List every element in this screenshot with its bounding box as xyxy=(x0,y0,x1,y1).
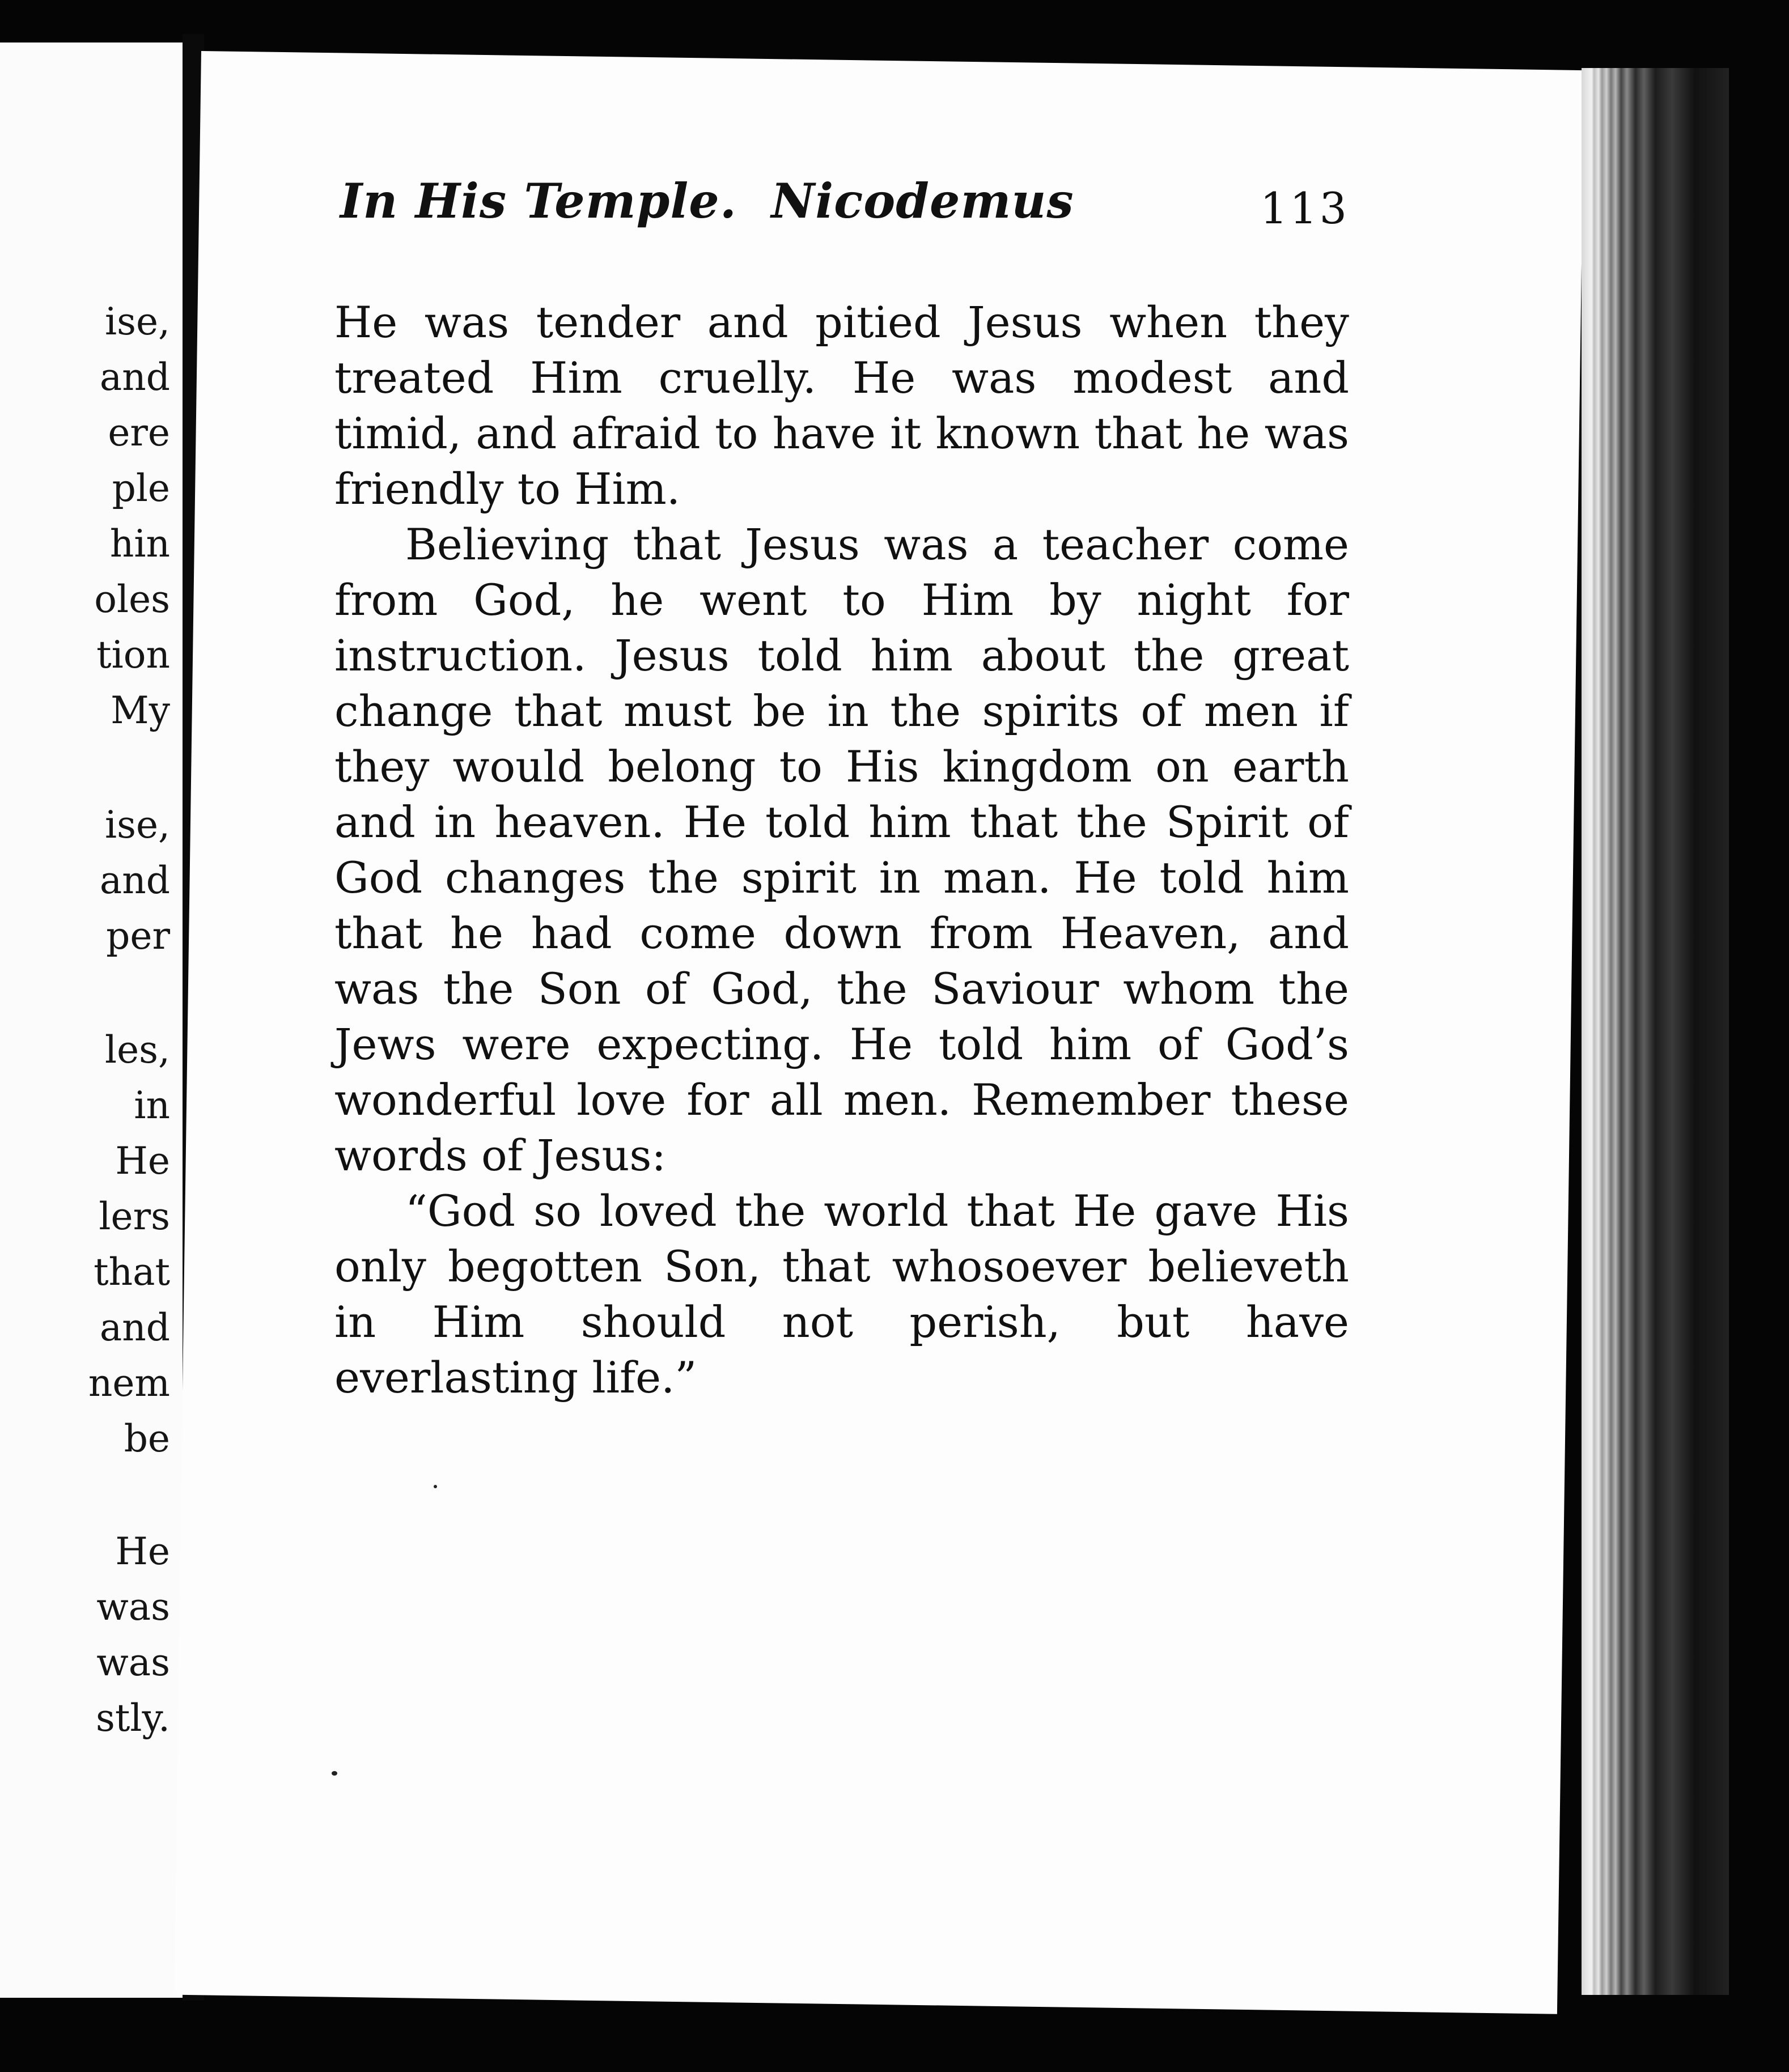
left-page-fragment: ise, xyxy=(104,803,170,847)
left-page-fragment: per xyxy=(106,914,170,958)
paragraph: Believing that Jesus was a teacher come from God, he went to Him by night for instruction. Jesus told him about the great change that must be in the spirits of men if they would belong to His kingdom on earth and in heaven. He told him that the Spirit of God changes the spirit in man. He told him that he had come down from Heaven, and was the Son of God, the Saviour whom the Jews were expecting. He told him of God’s wonderful love for all men. Remember these words of Jesus: xyxy=(334,519,1349,1181)
left-page-fragment: was xyxy=(96,1585,170,1629)
page-number: 113 xyxy=(1260,183,1349,233)
left-page-fragment: and xyxy=(99,1306,170,1349)
body-text xyxy=(334,295,1349,1406)
ink-speck xyxy=(332,1771,337,1776)
left-page-fragment: nem xyxy=(88,1361,170,1405)
left-page-fragment: ple xyxy=(112,466,170,510)
page-header xyxy=(340,173,1349,235)
paragraph: He was tender and pitied Jesus when they treated Him cruelly. He was modest and timid, and afraid to have it known that he was friendly to Him. xyxy=(334,297,1349,514)
running-head: In His Temple. Nicodemus xyxy=(340,173,1074,229)
left-page-fragment: and xyxy=(99,355,170,399)
left-page-fragment: hin xyxy=(109,522,170,566)
left-page-fragment: He xyxy=(115,1139,170,1183)
left-page-fragment: oles xyxy=(94,578,170,621)
left-page-fragment: in xyxy=(134,1084,170,1127)
left-page-fragment: and xyxy=(99,859,170,902)
left-page-fragment: stly. xyxy=(95,1696,170,1740)
left-page-fragment: He xyxy=(115,1530,170,1573)
ink-speck xyxy=(434,1485,437,1488)
quotation-paragraph: “God so loved the world that He gave His only begotten Son, that whosoever believeth in Him should not perish, but have everlasting life.” xyxy=(334,1186,1349,1403)
page-edges xyxy=(1582,68,1729,1995)
left-page-fragment: was xyxy=(96,1641,170,1684)
left-page-fragment: ere xyxy=(108,411,170,455)
left-page-fragment: My xyxy=(111,689,170,732)
left-facing-page xyxy=(0,43,183,1998)
left-page-fragment: that xyxy=(94,1250,170,1294)
left-page-fragment: les, xyxy=(104,1028,170,1072)
left-page-fragment: be xyxy=(124,1417,170,1460)
left-page-fragment: lers xyxy=(99,1195,170,1238)
left-page-fragment: ise, xyxy=(104,300,170,343)
book-cover-edge xyxy=(1729,79,1789,1995)
left-page-fragment: tion xyxy=(96,633,170,677)
